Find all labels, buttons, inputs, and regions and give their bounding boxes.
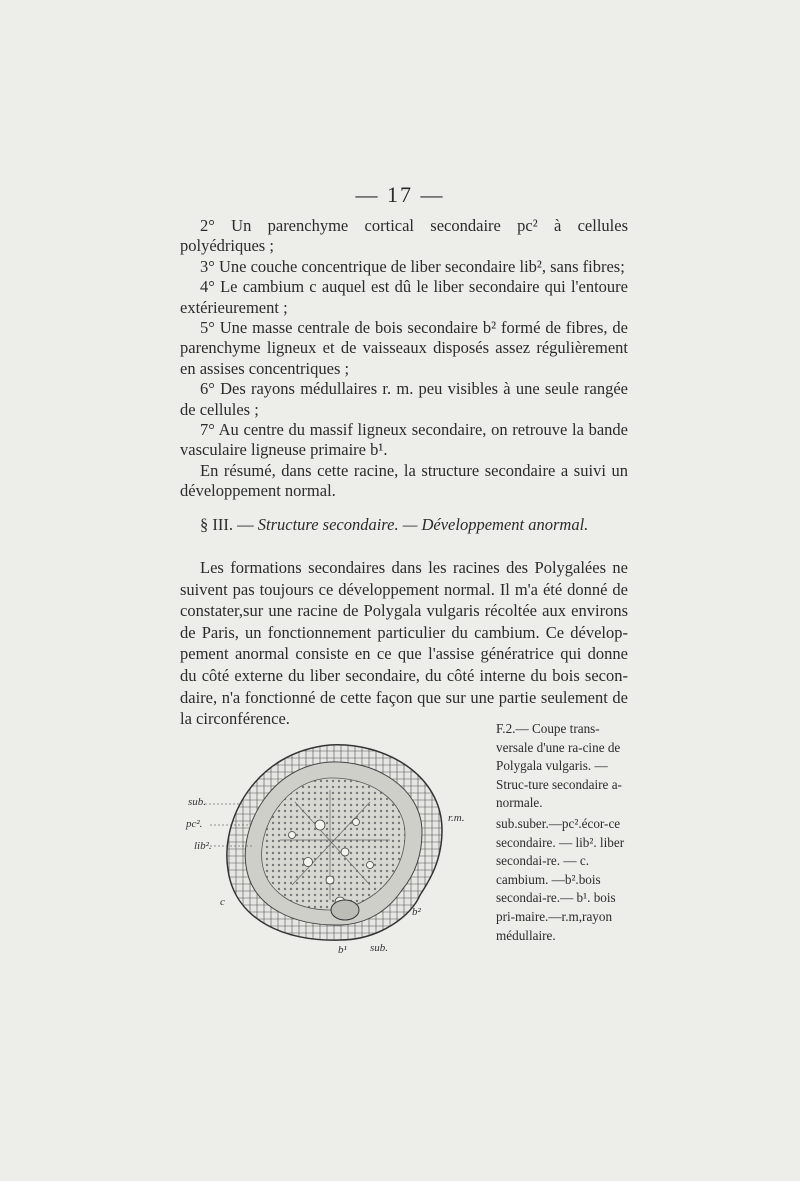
- root-cross-section-illustration: [180, 730, 480, 975]
- section-title: Structure secondaire. — Développement anormal.: [257, 515, 589, 534]
- section-heading: [180, 515, 628, 535]
- label-pc2: pc².: [186, 818, 203, 830]
- label-sub-bottom: sub.: [370, 942, 389, 954]
- main-paragraph: [180, 557, 628, 730]
- figure-caption: [496, 720, 628, 945]
- page-number: — 17 —: [355, 182, 445, 207]
- label-b2: b²: [412, 906, 421, 918]
- list-item: 3° Une couche concentrique de liber secondaire lib², sans fibres;: [200, 256, 625, 276]
- list-item: 5° Une masse centrale de bois secondaire b² formé de fibres, de parenchyme ligneux et de vaisseaux disposés assez régulièrement en assises concentriques ;: [180, 318, 628, 378]
- caption-legend: sub.suber.—pc².écor-ce secondaire. — lib². liber secondai-re. — c. cambium. —b².bois secondai-re.— b¹. bois pri-maire.—r.m,rayon médullaire.: [496, 815, 625, 943]
- list-item: 4° Le cambium c auquel est dû le liber secondaire qui l'entoure extérieurement ;: [180, 277, 628, 317]
- label-rm: r.m.: [448, 812, 465, 824]
- label-b1: b¹: [338, 944, 347, 956]
- caption-title: F.2.— Coupe trans-versale d'une ra-cine de Polygala vulgaris. — Struc-ture secondaire a-normale.: [496, 721, 622, 811]
- paragraph-text: Les formations secondaires dans les racines des Polygalées ne suivent pas toujours ce développement normal. Il m'a été donné de constater,sur une racine de Polygala vulgaris récoltée aux environs de Paris, un fonctionnement particulier du cambium. Ce dévelop-pement anormal consiste en ce que l'assise génératrice qui donne du côté externe du liber secondaire, du côté interne du bois secon-daire, n'a fonctionné de cette façon que sur une partie seulement de la circonférence.: [180, 558, 628, 729]
- label-c: c: [220, 896, 225, 908]
- list-item: 7° Au centre du massif ligneux secondaire, on retrouve la bande vasculaire ligneuse primaire b¹.: [180, 420, 628, 460]
- figure: [180, 730, 480, 975]
- list-item: 2° Un parenchyme cortical secondaire pc² à cellules polyédriques ;: [180, 216, 628, 256]
- list-item: 6° Des rayons médullaires r. m. peu visibles à une seule rangée de cellules ;: [180, 379, 628, 419]
- label-sub-left: sub.: [188, 796, 207, 808]
- section-prefix: § III. —: [200, 515, 254, 534]
- body-text-list: [180, 216, 628, 502]
- summary-paragraph: En résumé, dans cette racine, la structure secondaire a suivi un développement normal.: [180, 460, 628, 501]
- label-lib2: lib².: [194, 840, 212, 852]
